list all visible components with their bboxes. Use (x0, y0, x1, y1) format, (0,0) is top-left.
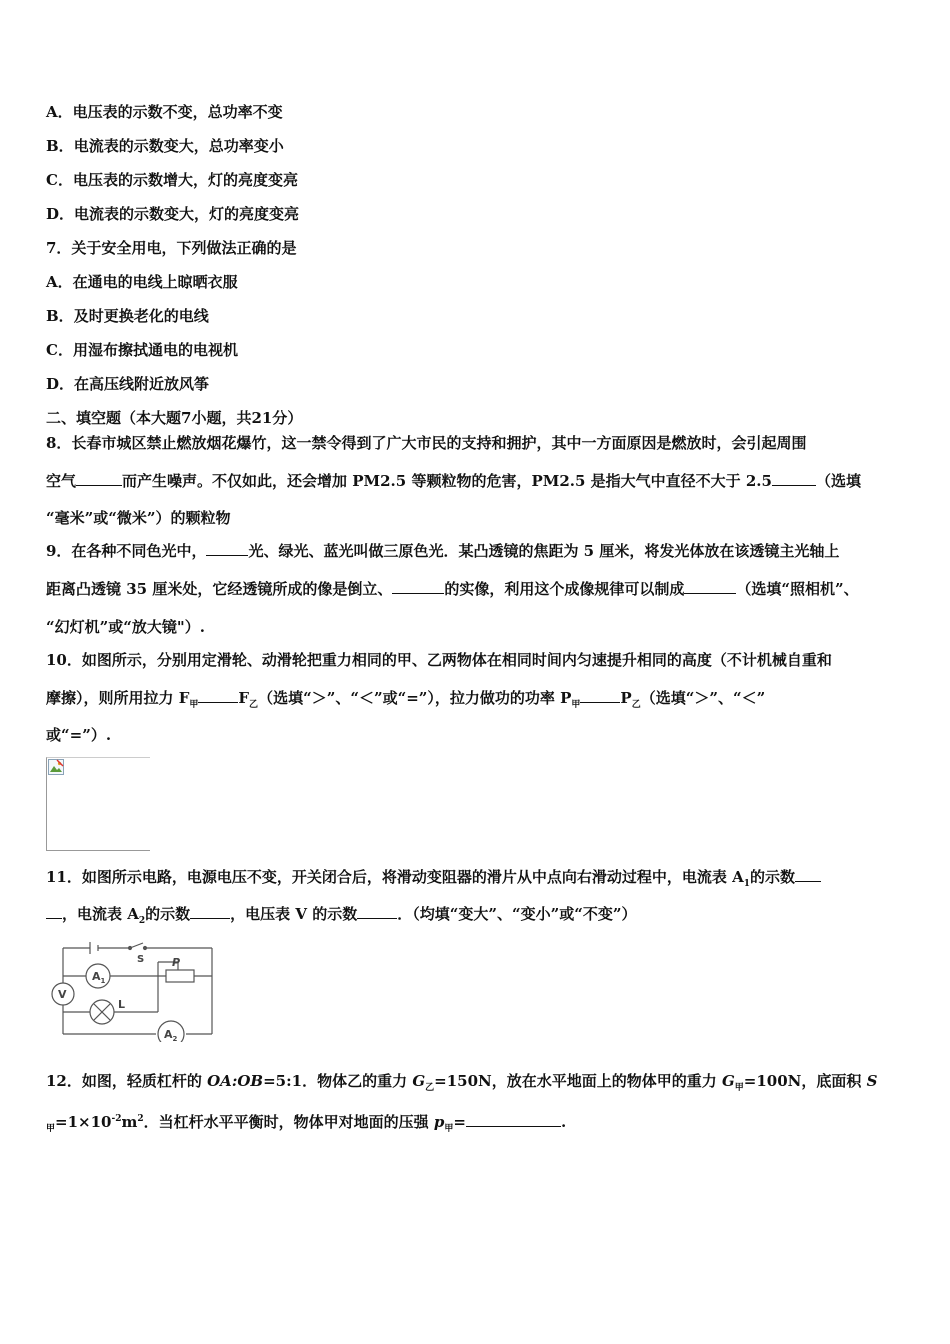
q11-line-2: ，电流表 $A_2$的示数 ，电压表 V 的示数 ．（均填“变大”、“变小”或“不变”） (46, 904, 637, 931)
q8-blank-2[interactable] (772, 471, 816, 486)
q12-blank[interactable] (466, 1112, 561, 1127)
svg-text:A1: $A_1$ (92, 970, 106, 985)
svg-text:S: S (137, 954, 145, 965)
q10-blank-2[interactable] (580, 688, 620, 703)
svg-text:A2: $A_2$ (164, 1028, 178, 1042)
q11-blank-2[interactable] (190, 904, 230, 919)
q7-option-b: B．及时更换老化的电线 (46, 307, 209, 325)
q9-blank-1[interactable] (206, 541, 248, 556)
q8-line-2: 空气 而产生噪声。不仅如此，还会增加 PM2.5 等颗粒物的危害，PM2.5 是指大气中直径不大于 2.5 （选填 (46, 472, 861, 490)
q12-line-1: 12．如图，轻质杠杆的 OA:OB=5:1．物体乙的重力 $G_乙=150N$，放在水平地面上的物体甲的重力 $G_甲=100N$，底面积 S (46, 1072, 878, 1093)
q6-option-c: C．电压表的示数增大，灯的亮度变亮 (46, 171, 298, 189)
q7-option-d: D．在高压线附近放风筝 (46, 375, 210, 393)
q7-option-a: A．在通电的电线上晾晒衣服 (46, 273, 238, 291)
q11-line-1: 11．如图所示电路，电源电压不变，开关闭合后，将滑动变阻器的滑片从中点向右滑动过程中，电流表 $A_1$的示数 (46, 867, 821, 894)
q11-blank-1b[interactable] (46, 904, 62, 919)
q7-stem: 7．关于安全用电，下列做法正确的是 (46, 239, 297, 257)
q7-option-c: C．用湿布擦拭通电的电视机 (46, 341, 238, 359)
q11-blank-3[interactable] (357, 904, 397, 919)
q6-option-a: A．电压表的示数不变，总功率不变 (46, 103, 283, 121)
q8-line-1: 8．长春市城区禁止燃放烟花爆竹，这一禁令得到了广大市民的支持和拥护，其中一方面原因是燃放时，会引起周围 (46, 434, 807, 452)
q9-line-2: 距离凸透镜 35 厘米处，它经透镜所成的像是倒立、 的实像，利用这个成像规律可以制成 （选填“照相机”、 (46, 580, 859, 598)
q9-line-1: 9．在各种不同色光中， 光、绿光、蓝光叫做三原色光．某凸透镜的焦距为 5 厘米，将发光体放在该透镜主光轴上 (46, 542, 840, 560)
q10-blank-1[interactable] (198, 688, 238, 703)
q11-circuit-diagram (46, 940, 218, 1042)
q10-figure-placeholder (46, 757, 150, 851)
q9-blank-3[interactable] (684, 579, 736, 594)
q12-line-2: $_甲=1\times 10^{-2}m^2$．当杠杆水平平衡时，物体甲对地面的压强 $p_甲=$ . (46, 1113, 567, 1134)
svg-text:L: L (118, 998, 126, 1011)
q8-blank-1[interactable] (76, 471, 122, 486)
q8-line-3: “毫米”或“微米”）的颗粒物 (46, 509, 231, 527)
q10-line-2: 摩擦），则所用拉力 $F_甲$ $F_乙$（选填“＞”、“＜”或“=”），拉力做功的功率 $P_甲$ $P_乙$（选填“＞”、“＜” (46, 689, 766, 710)
section-heading: 二、填空题（本大题7小题，共21分） (46, 409, 303, 427)
q10-line-1: 10．如图所示，分别用定滑轮、动滑轮把重力相同的甲、乙两物体在相同时间内匀速提升相同的高度（不计机械自重和 (46, 651, 832, 669)
q10-line-3: 或“=”）. (46, 726, 112, 744)
q6-option-d: D．电流表的示数变大，灯的亮度变亮 (46, 205, 300, 223)
q11-blank-1a[interactable] (795, 867, 821, 882)
svg-text:P: P (172, 956, 181, 969)
q9-line-3: “幻灯机”或“放大镜"）. (46, 618, 205, 636)
q9-blank-2[interactable] (392, 579, 444, 594)
broken-image-icon (48, 759, 64, 775)
q6-option-b: B．电流表的示数变大，总功率变小 (46, 137, 284, 155)
svg-text:V: V (58, 988, 67, 1001)
